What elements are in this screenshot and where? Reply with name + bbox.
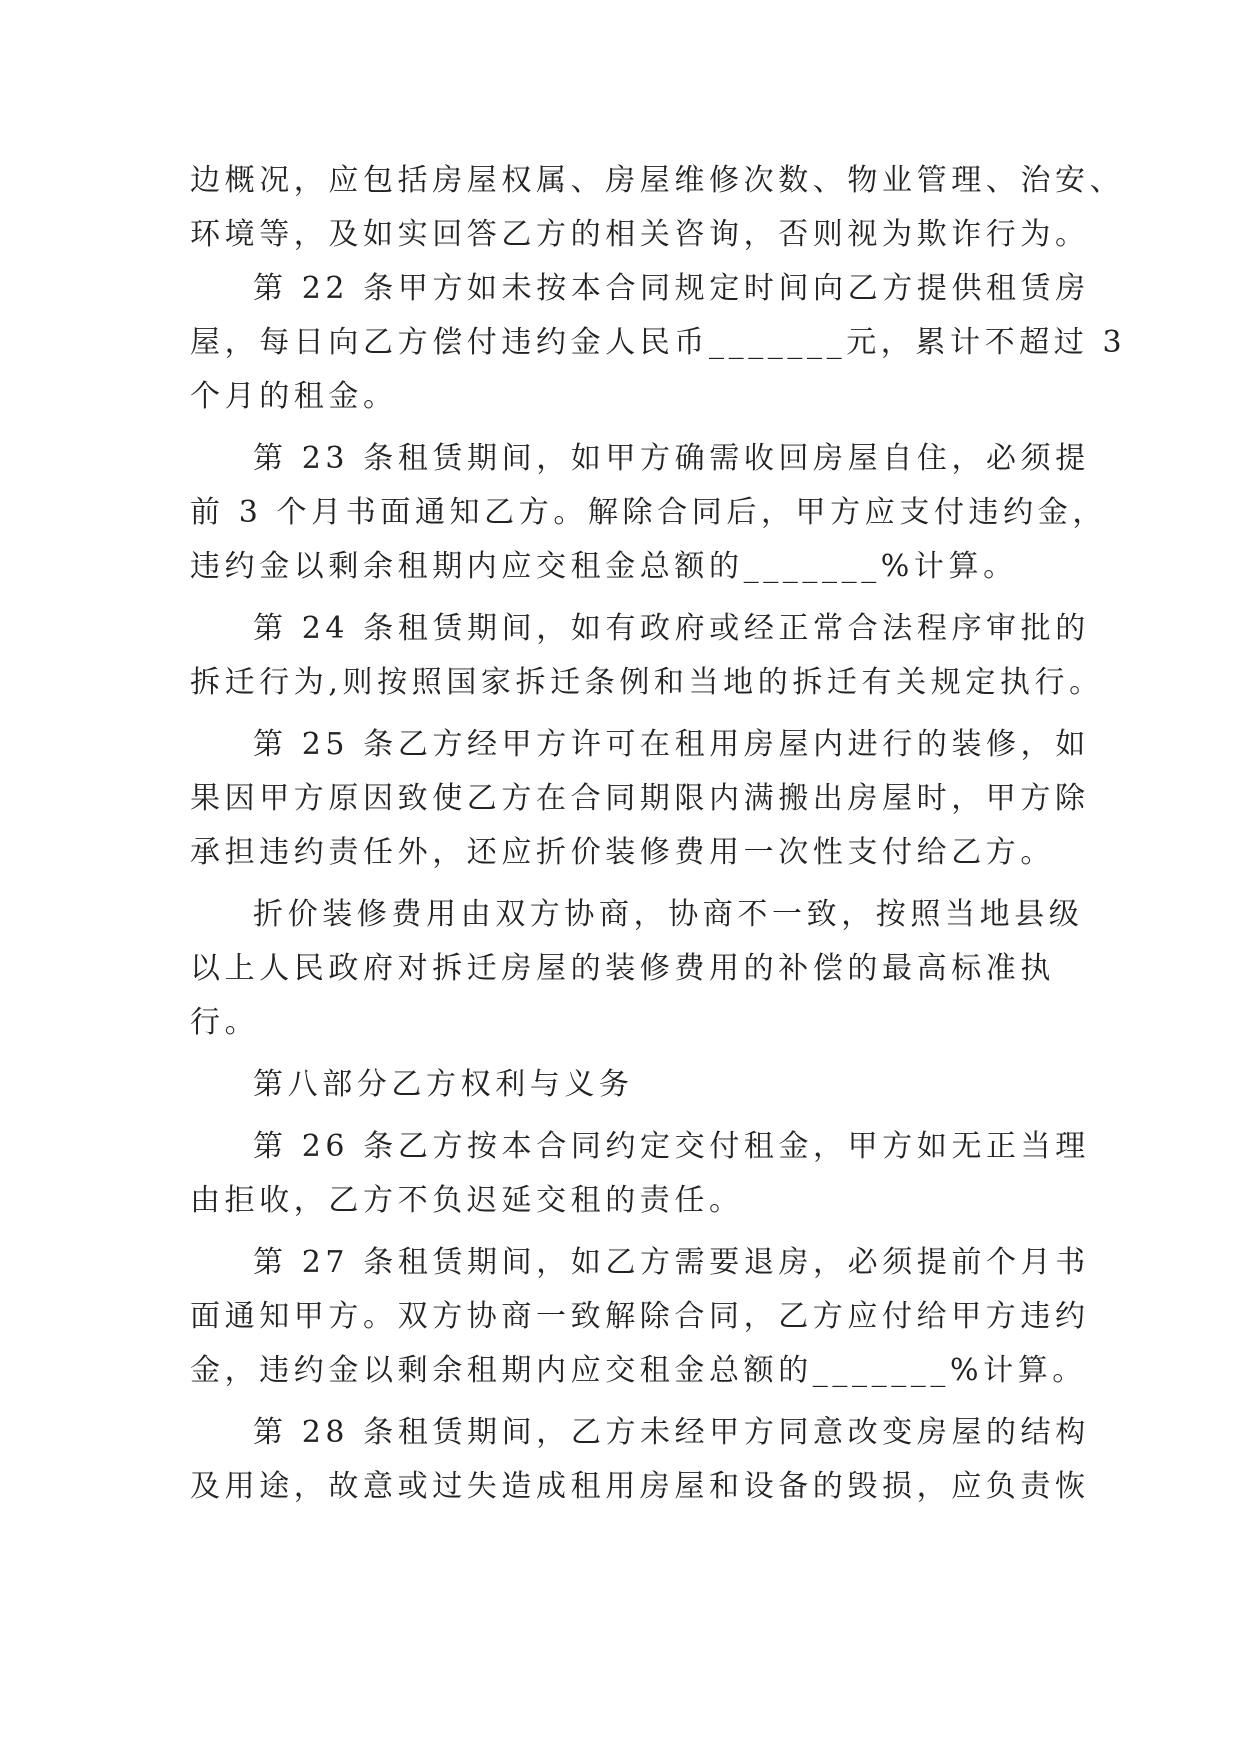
paragraph-start-line: 第 27 条租赁期间，如乙方需要退房，必须提前个月书 [253, 1245, 1090, 1280]
paragraph-start-line: 第 23 条租赁期间，如甲方确需收回房屋自住，必须提 [253, 441, 1090, 476]
text-line: 金，违约金以剩余租期内应交租金总额的_______%计算。 [190, 1353, 1087, 1388]
paragraph-start-line: 第 26 条乙方按本合同约定交付租金，甲方如无正当理 [253, 1129, 1090, 1164]
paragraph-start-line: 第 22 条甲方如未按本合同规定时间向乙方提供租赁房 [253, 271, 1090, 306]
text-line: 违约金以剩余租期内应交租金总额的_______%计算。 [190, 549, 1018, 584]
section-heading: 第八部分乙方权利与义务 [253, 1067, 634, 1102]
text-line: 前 3 个月书面通知乙方。解除合同后，甲方应支付违约金， [190, 495, 1107, 530]
text-line: 面通知甲方。双方协商一致解除合同，乙方应付给甲方违约 [190, 1299, 1090, 1334]
paragraph-start-line: 第 24 条租赁期间，如有政府或经正常合法程序审批的 [253, 611, 1090, 646]
text-line: 边概况，应包括房屋权属、房屋维修次数、物业管理、治安、 [190, 163, 1125, 198]
paragraph-start-line: 折价装修费用由双方协商，协商不一致，按照当地县级 [253, 897, 1084, 932]
text-line: 屋，每日向乙方偿付违约金人民币_______元，累计不超过 3 [190, 325, 1127, 360]
text-line: 行。 [190, 1005, 260, 1040]
paragraph-start-line: 第 28 条租赁期间，乙方未经甲方同意改变房屋的结构 [253, 1415, 1090, 1450]
text-line: 承担违约责任外，还应折价装修费用一次性支付给乙方。 [190, 835, 1055, 870]
text-line: 拆迁行为,则按照国家拆迁条例和当地的拆迁有关规定执行。 [190, 665, 1104, 700]
text-line: 个月的租金。 [190, 379, 398, 414]
text-line: 环境等，及如实回答乙方的相关咨询，否则视为欺诈行为。 [190, 217, 1090, 252]
text-line: 以上人民政府对拆迁房屋的装修费用的补偿的最高标准执 [190, 951, 1055, 986]
text-line: 由拒收，乙方不负迟延交租的责任。 [190, 1183, 744, 1218]
text-line: 及用途，故意或过失造成租用房屋和设备的毁损，应负责恢 [190, 1469, 1090, 1504]
text-line: 果因甲方原因致使乙方在合同期限内满搬出房屋时，甲方除 [190, 781, 1090, 816]
paragraph-start-line: 第 25 条乙方经甲方许可在租用房屋内进行的装修，如 [253, 727, 1090, 762]
